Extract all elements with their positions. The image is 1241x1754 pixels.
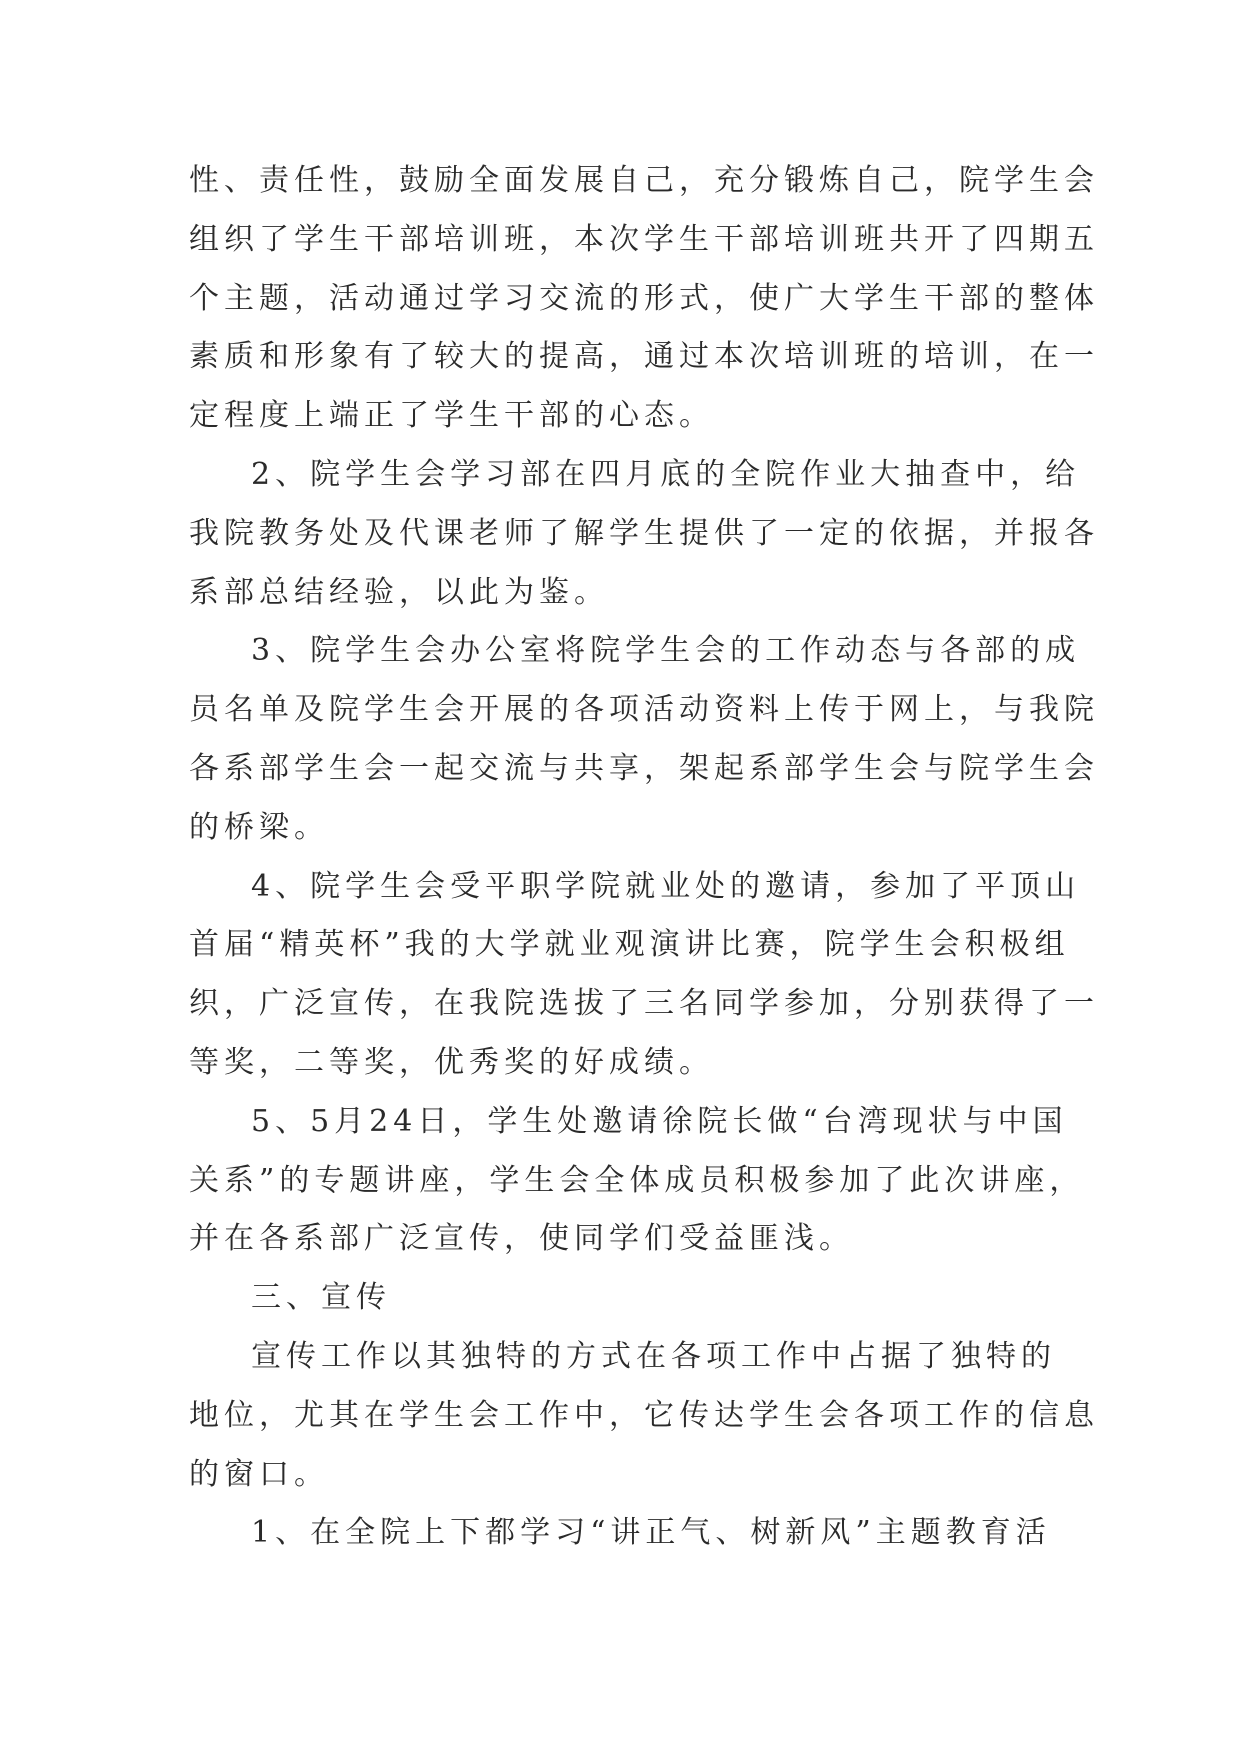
text-line: 首届“精英杯”我的大学就业观演讲比赛，院学生会积极组 [189,927,1070,963]
text-line: 素质和形象有了较大的提高，通过本次培训班的培训，在一 [189,339,1099,375]
paragraph-start-line: 1、在全院上下都学习“讲正气、树新风”主题教育活 [251,1515,1051,1551]
text-line: 个主题，活动通过学习交流的形式，使广大学生干部的整体 [189,280,1099,316]
text-line: 织，广泛宣传，在我院选拔了三名同学参加，分别获得了一 [189,986,1099,1022]
text-line: 性、责任性，鼓励全面发展自己，充分锻炼自己，院学生会 [189,163,1099,198]
text-line: 组织了学生干部培训班，本次学生干部培训班共开了四期五 [189,221,1099,257]
paragraph-start-line: 3、院学生会办公室将院学生会的工作动态与各部的成 [251,633,1081,669]
section-heading: 三、宣传 [251,1280,391,1316]
text-line: 关系”的专题讲座，学生会全体成员积极参加了此次讲座， [189,1162,1085,1198]
paragraph-start-line: 2、院学生会学习部在四月底的全院作业大抽查中，给 [251,456,1081,492]
text-line: 我院教务处及代课老师了解学生提供了一定的依据，并报各 [189,515,1099,551]
text-line: 地位，尤其在学生会工作中，它传达学生会各项工作的信息 [189,1397,1099,1433]
paragraph-start-line: 宣传工作以其独特的方式在各项工作中占据了独特的 [251,1338,1056,1374]
paragraph-start-line: 5、5月24日，学生处邀请徐院长做“台湾现状与中国 [251,1103,1068,1139]
text-line: 的窗口。 [189,1456,329,1492]
text-line: 等奖，二等奖，优秀奖的好成绩。 [189,1044,714,1080]
text-line: 并在各系部广泛宣传，使同学们受益匪浅。 [189,1221,854,1257]
paragraph-start-line: 4、院学生会受平职学院就业处的邀请，参加了平顶山 [251,868,1081,904]
document-body [189,152,1099,1563]
text-line: 员名单及院学生会开展的各项活动资料上传于网上，与我院 [189,692,1099,728]
text-line: 系部总结经验，以此为鉴。 [189,574,609,610]
text-line: 定程度上端正了学生干部的心态。 [189,398,714,434]
text-line: 各系部学生会一起交流与共享，架起系部学生会与院学生会 [189,750,1099,786]
text-line: 的桥梁。 [189,809,329,845]
